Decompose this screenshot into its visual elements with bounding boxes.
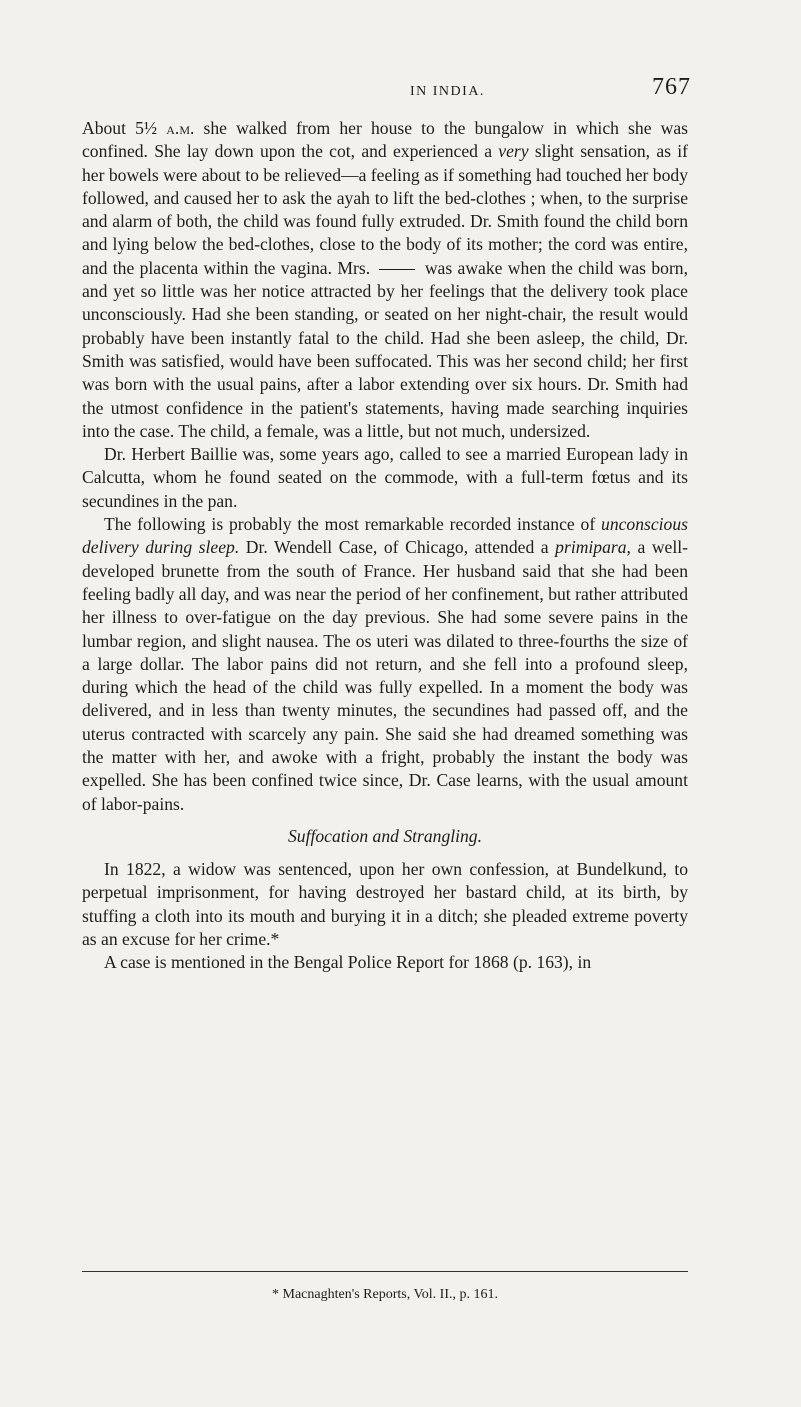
name-omission-dash	[379, 269, 415, 270]
paragraph	[82, 513, 688, 816]
paragraph	[82, 117, 688, 443]
text-run: slight sensation, as if her bowels were about to be relieved—a feeling as if something had touched her body followed, and caused her to ask the ayah to lift the bed-clothes ; when, to the surprise and alarm of both, the child was found fully extruded. Dr. Smith found the child born and lying below the bed-clothes, close to the body of its mother; the cord was entire, and the placenta within the vagina. Mrs.	[82, 141, 688, 278]
text-run: she walked from her house to the bungalow in which she was confined. She lay down upon the cot, and experienced a	[82, 118, 689, 162]
text-run: Dr. Herbert Baillie was, some years ago, called to see a married European lady in Calcutta, whom he found seated on the commode, with a full-term fœtus and its secundines in the pan.	[82, 444, 688, 511]
text-run: Dr. Wendell Case, of Chicago, attended a	[239, 537, 556, 558]
italic-text: primipara,	[555, 537, 631, 558]
page-header	[0, 74, 801, 108]
section-heading: Suffocation and Strangling.	[287, 825, 483, 846]
paragraphs-before-heading	[82, 117, 688, 816]
footnote: * Macnaghten's Reports, Vol. II., p. 161.	[272, 1287, 498, 1302]
text-run: About 5½	[82, 118, 167, 138]
text-run: a well-developed brunette from the south of France. Her husband said that she had been feeling badly all day, and was near the period of her confinement, but rather attributed her illness to over-fatigue on the day previous. She had some severe pains in the lumbar region, and slight nausea. The os uteri was dilated to three-fourths the size of a large dollar. The labor pains did not return, and she fell into a profound sleep, during which the head of the child was fully expelled. In a moment the body was delivered, and in less than twenty minutes, the secundines had passed off, and the uterus contracted with scarcely any pain. She said she had dreamed something was the matter with her, and awoke with a fright, probably the instant the body was expelled. She has been confined twice since, Dr. Case learns, with the usual amount of labor-pains.	[82, 537, 688, 814]
text-run: The following is probably the most remarkable recorded instance of	[104, 514, 602, 535]
body-text	[82, 117, 688, 974]
paragraph	[82, 858, 688, 951]
running-head: IN INDIA.	[410, 84, 485, 99]
text-run: a.m.	[166, 118, 195, 138]
italic-text: unconscious delivery during sleep.	[82, 514, 688, 558]
paragraph	[82, 951, 688, 974]
italic-text: very	[498, 141, 529, 162]
footnote-divider	[82, 1271, 688, 1272]
paragraphs-after-heading	[82, 858, 688, 974]
page-number: 767	[652, 74, 691, 100]
paragraph	[82, 443, 688, 513]
text-run: A case is mentioned in the Bengal Police Report for 1868 (p. 163), in	[104, 952, 592, 973]
text-run: was awake when the child was born, and yet so little was her notice attracted by her feelings that the delivery took place unconsciously. Had she been standing, or seated on her night-chair, the result would probably have been instantly fatal to the child. Had she been asleep, the child, Dr. Smith was satisfied, would have been suffocated. This was her second child; her first was born with the usual pains, after a labor extending over six hours. Dr. Smith had the utmost confidence in the patient's statements, having made searching inquiries into the case. The child, a female, was a little, but not much, undersized.	[82, 257, 689, 441]
text-run: In 1822, a widow was sentenced, upon her own confession, at Bundelkund, to perpetual imprisonment, for having destroyed her bastard child, at its birth, by stuffing a cloth into its mouth and burying it in a ditch; she pleaded extreme poverty as an excuse for her crime.*	[82, 858, 688, 949]
